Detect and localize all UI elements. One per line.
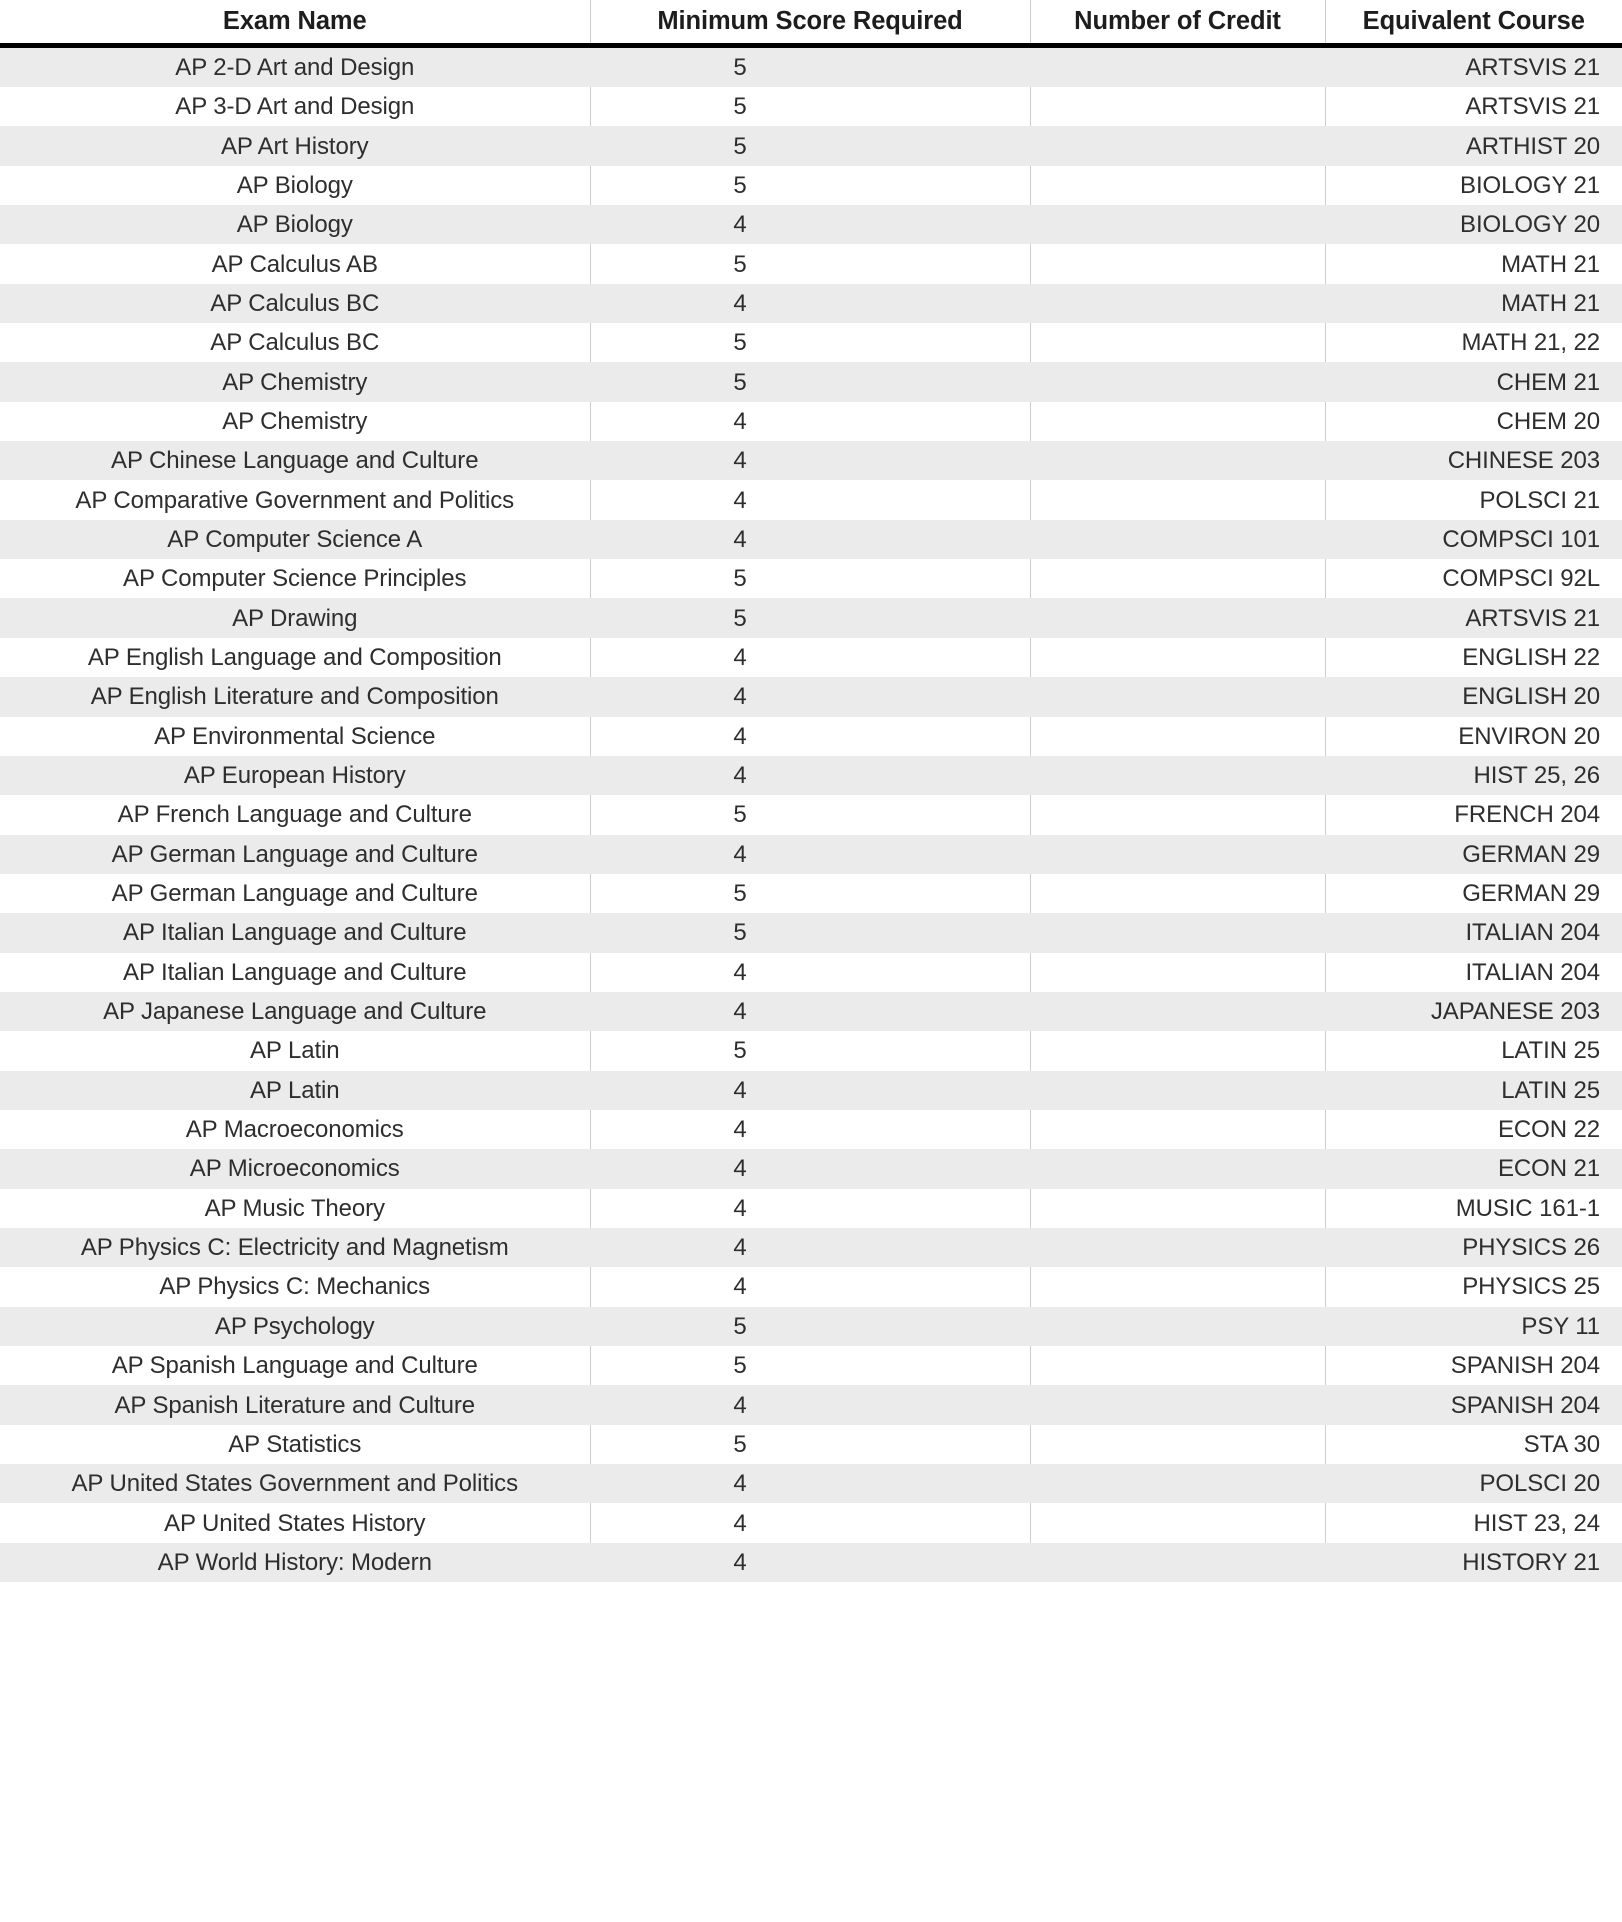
cell-minimum-score: 5: [590, 46, 1030, 88]
cell-exam-name: AP Latin: [0, 1071, 590, 1110]
cell-number-of-credit: [1030, 795, 1325, 834]
cell-number-of-credit: [1030, 1267, 1325, 1306]
cell-exam-name: AP 3-D Art and Design: [0, 87, 590, 126]
cell-minimum-score: 5: [590, 244, 1030, 283]
cell-number-of-credit: [1030, 323, 1325, 362]
table-row: [0, 1543, 1622, 1582]
table-row: [0, 1385, 1622, 1424]
table-row: [0, 126, 1622, 165]
table-row: [0, 166, 1622, 205]
cell-number-of-credit: [1030, 1385, 1325, 1424]
cell-exam-name: AP European History: [0, 756, 590, 795]
cell-minimum-score: 4: [590, 402, 1030, 441]
cell-minimum-score: 5: [590, 795, 1030, 834]
cell-minimum-score: 4: [590, 717, 1030, 756]
cell-minimum-score: 5: [590, 913, 1030, 952]
cell-equivalent-course: MATH 21: [1325, 284, 1622, 323]
cell-exam-name: AP Biology: [0, 205, 590, 244]
cell-equivalent-course: ARTSVIS 21: [1325, 598, 1622, 637]
cell-equivalent-course: BIOLOGY 20: [1325, 205, 1622, 244]
cell-exam-name: AP Italian Language and Culture: [0, 953, 590, 992]
cell-exam-name: AP Spanish Literature and Culture: [0, 1385, 590, 1424]
cell-number-of-credit: [1030, 953, 1325, 992]
cell-number-of-credit: [1030, 284, 1325, 323]
cell-number-of-credit: [1030, 1543, 1325, 1582]
cell-minimum-score: 4: [590, 441, 1030, 480]
cell-number-of-credit: [1030, 1464, 1325, 1503]
table-row: [0, 874, 1622, 913]
table-row: [0, 1503, 1622, 1542]
cell-minimum-score: 5: [590, 1031, 1030, 1070]
cell-exam-name: AP United States Government and Politics: [0, 1464, 590, 1503]
table-row: [0, 1031, 1622, 1070]
cell-number-of-credit: [1030, 717, 1325, 756]
cell-number-of-credit: [1030, 520, 1325, 559]
cell-equivalent-course: STA 30: [1325, 1425, 1622, 1464]
cell-number-of-credit: [1030, 1503, 1325, 1542]
table-row: [0, 638, 1622, 677]
cell-minimum-score: 5: [590, 1425, 1030, 1464]
cell-number-of-credit: [1030, 362, 1325, 401]
cell-minimum-score: 5: [590, 559, 1030, 598]
cell-equivalent-course: COMPSCI 101: [1325, 520, 1622, 559]
cell-equivalent-course: HIST 25, 26: [1325, 756, 1622, 795]
cell-minimum-score: 4: [590, 677, 1030, 716]
cell-minimum-score: 5: [590, 1307, 1030, 1346]
cell-equivalent-course: HIST 23, 24: [1325, 1503, 1622, 1542]
cell-minimum-score: 5: [590, 362, 1030, 401]
cell-equivalent-course: FRENCH 204: [1325, 795, 1622, 834]
cell-equivalent-course: JAPANESE 203: [1325, 992, 1622, 1031]
cell-number-of-credit: [1030, 677, 1325, 716]
cell-minimum-score: 4: [590, 1385, 1030, 1424]
table-row: [0, 1110, 1622, 1149]
table-row: [0, 480, 1622, 519]
table-row: [0, 835, 1622, 874]
cell-number-of-credit: [1030, 1110, 1325, 1149]
cell-exam-name: AP English Language and Composition: [0, 638, 590, 677]
cell-number-of-credit: [1030, 756, 1325, 795]
cell-number-of-credit: [1030, 1346, 1325, 1385]
cell-exam-name: AP Chinese Language and Culture: [0, 441, 590, 480]
table-row: [0, 1464, 1622, 1503]
cell-minimum-score: 5: [590, 166, 1030, 205]
cell-equivalent-course: ENGLISH 22: [1325, 638, 1622, 677]
cell-equivalent-course: ARTSVIS 21: [1325, 46, 1622, 88]
cell-minimum-score: 4: [590, 1228, 1030, 1267]
cell-number-of-credit: [1030, 559, 1325, 598]
table-body: [0, 46, 1622, 1583]
cell-exam-name: AP Comparative Government and Politics: [0, 480, 590, 519]
header-row: [0, 0, 1622, 46]
cell-exam-name: AP Art History: [0, 126, 590, 165]
cell-minimum-score: 4: [590, 638, 1030, 677]
cell-exam-name: AP Biology: [0, 166, 590, 205]
cell-number-of-credit: [1030, 1425, 1325, 1464]
table-row: [0, 598, 1622, 637]
cell-minimum-score: 4: [590, 1110, 1030, 1149]
cell-minimum-score: 4: [590, 1464, 1030, 1503]
cell-equivalent-course: PHYSICS 25: [1325, 1267, 1622, 1306]
cell-exam-name: AP Psychology: [0, 1307, 590, 1346]
cell-minimum-score: 4: [590, 284, 1030, 323]
cell-equivalent-course: MATH 21: [1325, 244, 1622, 283]
cell-equivalent-course: LATIN 25: [1325, 1071, 1622, 1110]
cell-number-of-credit: [1030, 598, 1325, 637]
cell-number-of-credit: [1030, 874, 1325, 913]
cell-exam-name: AP German Language and Culture: [0, 835, 590, 874]
cell-minimum-score: 4: [590, 1543, 1030, 1582]
cell-minimum-score: 4: [590, 756, 1030, 795]
cell-minimum-score: 4: [590, 953, 1030, 992]
cell-exam-name: AP Italian Language and Culture: [0, 913, 590, 952]
cell-number-of-credit: [1030, 441, 1325, 480]
cell-equivalent-course: POLSCI 20: [1325, 1464, 1622, 1503]
table-row: [0, 559, 1622, 598]
table-row: [0, 756, 1622, 795]
column-header-number-of-credit[interactable]: Number of Credit: [1030, 0, 1325, 46]
cell-number-of-credit: [1030, 1149, 1325, 1188]
table-row: [0, 795, 1622, 834]
cell-minimum-score: 4: [590, 1267, 1030, 1306]
cell-number-of-credit: [1030, 402, 1325, 441]
cell-minimum-score: 4: [590, 992, 1030, 1031]
table-row: [0, 87, 1622, 126]
cell-exam-name: AP Environmental Science: [0, 717, 590, 756]
cell-equivalent-course: HISTORY 21: [1325, 1543, 1622, 1582]
cell-number-of-credit: [1030, 1189, 1325, 1228]
cell-equivalent-course: ECON 21: [1325, 1149, 1622, 1188]
cell-equivalent-course: GERMAN 29: [1325, 835, 1622, 874]
cell-minimum-score: 5: [590, 874, 1030, 913]
cell-exam-name: AP Computer Science A: [0, 520, 590, 559]
cell-minimum-score: 4: [590, 1189, 1030, 1228]
cell-exam-name: AP Microeconomics: [0, 1149, 590, 1188]
table-row: [0, 717, 1622, 756]
cell-number-of-credit: [1030, 480, 1325, 519]
cell-number-of-credit: [1030, 205, 1325, 244]
cell-equivalent-course: PSY 11: [1325, 1307, 1622, 1346]
cell-equivalent-course: ITALIAN 204: [1325, 913, 1622, 952]
table-row: [0, 1189, 1622, 1228]
table-row: [0, 205, 1622, 244]
cell-equivalent-course: LATIN 25: [1325, 1031, 1622, 1070]
table-row: [0, 520, 1622, 559]
cell-equivalent-course: MUSIC 161-1: [1325, 1189, 1622, 1228]
cell-exam-name: AP Spanish Language and Culture: [0, 1346, 590, 1385]
cell-minimum-score: 5: [590, 87, 1030, 126]
table-header: [0, 0, 1622, 46]
table-row: [0, 992, 1622, 1031]
table-row: [0, 362, 1622, 401]
cell-exam-name: AP Physics C: Electricity and Magnetism: [0, 1228, 590, 1267]
cell-equivalent-course: ITALIAN 204: [1325, 953, 1622, 992]
cell-number-of-credit: [1030, 638, 1325, 677]
cell-exam-name: AP German Language and Culture: [0, 874, 590, 913]
cell-number-of-credit: [1030, 1228, 1325, 1267]
cell-number-of-credit: [1030, 244, 1325, 283]
table-row: [0, 1149, 1622, 1188]
cell-number-of-credit: [1030, 87, 1325, 126]
cell-exam-name: AP Statistics: [0, 1425, 590, 1464]
cell-minimum-score: 4: [590, 520, 1030, 559]
cell-exam-name: AP Calculus BC: [0, 323, 590, 362]
cell-exam-name: AP United States History: [0, 1503, 590, 1542]
cell-number-of-credit: [1030, 46, 1325, 88]
cell-equivalent-course: PHYSICS 26: [1325, 1228, 1622, 1267]
cell-exam-name: AP Drawing: [0, 598, 590, 637]
table-row: [0, 677, 1622, 716]
cell-number-of-credit: [1030, 1071, 1325, 1110]
cell-number-of-credit: [1030, 992, 1325, 1031]
cell-minimum-score: 5: [590, 126, 1030, 165]
table-row: [0, 953, 1622, 992]
table-row: [0, 1071, 1622, 1110]
cell-equivalent-course: CHEM 20: [1325, 402, 1622, 441]
table-row: [0, 244, 1622, 283]
table-row: [0, 1307, 1622, 1346]
cell-equivalent-course: ARTSVIS 21: [1325, 87, 1622, 126]
cell-minimum-score: 5: [590, 1346, 1030, 1385]
cell-exam-name: AP World History: Modern: [0, 1543, 590, 1582]
cell-equivalent-course: GERMAN 29: [1325, 874, 1622, 913]
cell-exam-name: AP Music Theory: [0, 1189, 590, 1228]
cell-exam-name: AP Macroeconomics: [0, 1110, 590, 1149]
table-row: [0, 46, 1622, 88]
table-row: [0, 913, 1622, 952]
cell-equivalent-course: SPANISH 204: [1325, 1385, 1622, 1424]
cell-minimum-score: 4: [590, 480, 1030, 519]
table-row: [0, 402, 1622, 441]
cell-exam-name: AP Computer Science Principles: [0, 559, 590, 598]
cell-number-of-credit: [1030, 166, 1325, 205]
table-row: [0, 1228, 1622, 1267]
cell-minimum-score: 4: [590, 1149, 1030, 1188]
cell-equivalent-course: ENVIRON 20: [1325, 717, 1622, 756]
cell-exam-name: AP English Literature and Composition: [0, 677, 590, 716]
cell-exam-name: AP Japanese Language and Culture: [0, 992, 590, 1031]
cell-exam-name: AP Latin: [0, 1031, 590, 1070]
cell-number-of-credit: [1030, 913, 1325, 952]
table-row: [0, 441, 1622, 480]
cell-equivalent-course: CHINESE 203: [1325, 441, 1622, 480]
cell-number-of-credit: [1030, 1031, 1325, 1070]
cell-equivalent-course: MATH 21, 22: [1325, 323, 1622, 362]
table-row: [0, 1267, 1622, 1306]
cell-exam-name: AP Chemistry: [0, 402, 590, 441]
cell-minimum-score: 4: [590, 1071, 1030, 1110]
column-header-exam-name[interactable]: Exam Name: [0, 0, 590, 46]
cell-exam-name: AP 2-D Art and Design: [0, 46, 590, 88]
cell-exam-name: AP Physics C: Mechanics: [0, 1267, 590, 1306]
cell-number-of-credit: [1030, 835, 1325, 874]
cell-minimum-score: 4: [590, 205, 1030, 244]
table-row: [0, 1346, 1622, 1385]
cell-equivalent-course: CHEM 21: [1325, 362, 1622, 401]
cell-exam-name: AP Chemistry: [0, 362, 590, 401]
table-row: [0, 284, 1622, 323]
cell-number-of-credit: [1030, 1307, 1325, 1346]
column-header-minimum-score[interactable]: Minimum Score Required: [590, 0, 1030, 46]
cell-exam-name: AP Calculus AB: [0, 244, 590, 283]
cell-exam-name: AP French Language and Culture: [0, 795, 590, 834]
cell-equivalent-course: COMPSCI 92L: [1325, 559, 1622, 598]
cell-equivalent-course: POLSCI 21: [1325, 480, 1622, 519]
cell-equivalent-course: BIOLOGY 21: [1325, 166, 1622, 205]
column-header-equivalent-course[interactable]: Equivalent Course: [1325, 0, 1622, 46]
cell-equivalent-course: SPANISH 204: [1325, 1346, 1622, 1385]
cell-minimum-score: 4: [590, 835, 1030, 874]
cell-minimum-score: 5: [590, 598, 1030, 637]
table-row: [0, 1425, 1622, 1464]
cell-equivalent-course: ECON 22: [1325, 1110, 1622, 1149]
cell-number-of-credit: [1030, 126, 1325, 165]
cell-equivalent-course: ARTHIST 20: [1325, 126, 1622, 165]
table-row: [0, 323, 1622, 362]
cell-minimum-score: 4: [590, 1503, 1030, 1542]
cell-minimum-score: 5: [590, 323, 1030, 362]
cell-equivalent-course: ENGLISH 20: [1325, 677, 1622, 716]
cell-exam-name: AP Calculus BC: [0, 284, 590, 323]
